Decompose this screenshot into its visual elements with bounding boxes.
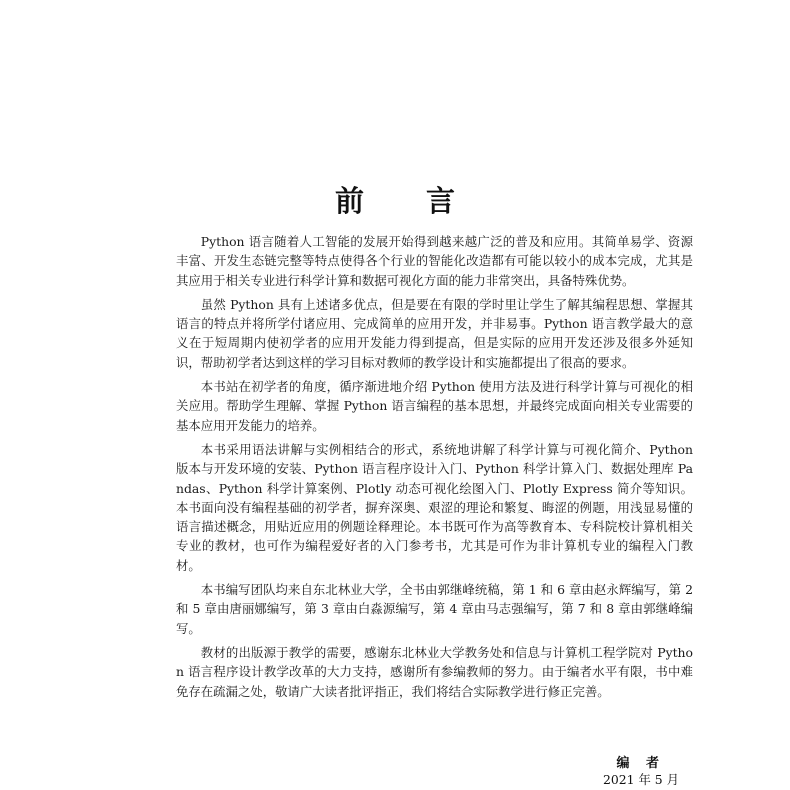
paragraph-3: 本书站在初学者的角度，循序渐进地介绍 Python 使用方法及进行科学计算与可视化的相关应用。帮助学生理解、掌握 Python 语言编程的基本思想，并最终完成面向相关专业需要的基本应用开发能力的培养。 <box>176 379 693 433</box>
paragraph-2: 虽然 Python 具有上述诸多优点，但是要在有限的学时里让学生了解其编程思想、掌握其语言的特点并将所学付诸应用、完成简单的应用开发，并非易事。Python 语言教学最大的意义在于短周期内使初学者的应用开发能力得到提高，但是实际的应用开发还涉及很多外延知识，帮助初学者达到这样的学习目标对教师的教学设计和实施都提出了很高的要求。 <box>176 296 693 370</box>
signature-author: 编 者 <box>616 756 665 771</box>
paragraph-6: 教材的出版源于教学的需要，感谢东北林业大学教务处和信息与计算机工程学院对 Python 语言程序设计教学改革的大力支持，感谢所有参编教师的努力。由于编者水平有限，书中难免存在疏漏之处，敬请广大读者批评指正，我们将结合实际教学进行修正完善。 <box>176 644 693 699</box>
paragraph-5: 本书编写团队均来自东北林业大学，全书由郭继峰统稿，第 1 和 6 章由赵永辉编写，第 2 和 5 章由唐丽娜编写，第 3 章由白淼源编写，第 4 章由马志强编写，第 7 和 8 章由郭继峰编写。 <box>176 582 693 636</box>
preface-body <box>176 232 693 701</box>
page-title: 前 言 <box>334 184 482 219</box>
signature-date: 2021 年 5 月 <box>602 772 679 787</box>
paragraph-1: Python 语言随着人工智能的发展开始得到越来越广泛的普及和应用。其简单易学、资源丰富、开发生态链完整等特点使得各个行业的智能化改造都有可能以较小的成本完成，尤其是其应用于相关专业进行科学计算和数据可视化方面的能力非常突出，具备特殊优势。 <box>176 234 693 288</box>
paragraph-4: 本书采用语法讲解与实例相结合的形式，系统地讲解了科学计算与可视化简介、Python 版本与开发环境的安装、Python 语言程序设计入门、Python 科学计算入门、数据处理库 Pandas、Python 科学计算案例、Plotly 动态可视化绘图入门、Plotly Express 简介等知识。本书面向没有编程基础的初学者，摒弃深奥、艰涩的理论和繁复、晦涩的例题，用浅显易懂的语言描述概念，用贴近应用的例题诠释理论。本书既可作为高等教育本、专科院校计算机相关专业的教材，也可作为编程爱好者的入门参考书，尤其是可作为非计算机专业的编程入门教材。 <box>176 441 693 573</box>
